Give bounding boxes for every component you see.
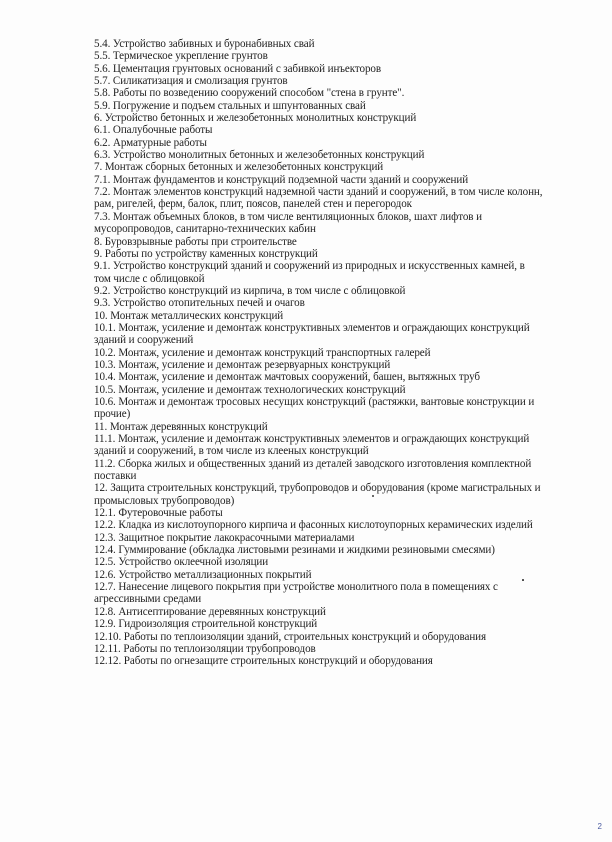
work-type-item: 12.6. Устройство металлизационных покрытий — [94, 568, 312, 581]
work-type-item: 6.1. Опалубочные работы — [94, 124, 213, 137]
work-type-item: 10.4. Монтаж, усиление и демонтаж мачтовых сооружений, башен, вытяжных труб — [94, 371, 480, 384]
work-type-item: 10.6. Монтаж и демонтаж тросовых несущих конструкций (растяжки, вантовые конструкции и прочие) — [94, 395, 535, 421]
work-type-item: 8. Буровзрывные работы при строительстве — [94, 235, 297, 248]
work-type-item: 5.8. Работы по возведению сооружений способом "стена в грунте". — [94, 87, 405, 100]
work-type-item: 12.2. Кладка из кислотоупорного кирпича и фасонных кислотоупорных керамических изделий — [94, 519, 533, 532]
work-type-item: 12.3. Защитное покрытие лакокрасочными материалами — [94, 531, 355, 544]
work-type-item: 7.2. Монтаж элементов конструкций надземной части зданий и сооружений, в том числе колонн, рам, ригелей, ферм, балок, плит, поясов, панелей стен и перегородок — [94, 186, 543, 211]
work-type-item: 12.5. Устройство оклеечной изоляции — [94, 556, 269, 569]
work-types-list — [94, 38, 544, 668]
work-type-item: 12.10. Работы по теплоизоляции зданий, строительных конструкций и оборудования — [94, 630, 486, 643]
page-number-mark: 2 — [597, 822, 602, 831]
work-type-item: 5.6. Цементация грунтовых оснований с забивкой инъекторов — [94, 62, 381, 75]
work-type-item: 5.7. Силикатизация и смолизация грунтов — [94, 75, 288, 88]
work-type-item: 7. Монтаж сборных бетонных и железобетонных конструкций — [94, 161, 384, 174]
work-type-item: 12.1. Футеровочные работы — [94, 507, 223, 520]
work-type-item: 12. Защита строительных конструкций, трубопроводов и оборудования (кроме магистральных и промысловых трубопроводов) — [94, 482, 541, 507]
work-type-item: 11.2. Сборка жилых и общественных зданий из деталей заводского изготовления комплектной поставки — [94, 457, 532, 483]
work-type-item: 11. Монтаж деревянных конструкций — [94, 420, 268, 433]
work-type-item: 6.3. Устройство монолитных бетонных и железобетонных конструкций — [94, 149, 425, 162]
work-type-item: 7.3. Монтаж объемных блоков, в том числе вентиляционных блоков, шахт лифтов и мусоропроводов, санитарно-технических кабин — [94, 210, 482, 236]
work-type-item: 12.7. Нанесение лицевого покрытия при устройстве монолитного пола в помещениях с агрессивными средами — [94, 581, 498, 606]
work-type-item: 12.8. Антисептирование деревянных конструкций — [94, 605, 326, 618]
scan-speck — [372, 495, 374, 497]
work-type-item: 12.4. Гуммирование (обкладка листовыми резинами и жидкими резиновыми смесями) — [94, 544, 495, 557]
work-type-item: 9.3. Устройство отопительных печей и очагов — [94, 297, 305, 310]
work-type-item: 11.1. Монтаж, усиление и демонтаж конструктивных элементов и ограждающих конструкций зданий и сооружений, в том числе из клееных конструкций — [94, 433, 530, 458]
work-type-item: 10.2. Монтаж, усиление и демонтаж конструкций транспортных галерей — [94, 346, 431, 359]
work-type-item: 6. Устройство бетонных и железобетонных монолитных конструкций — [94, 112, 417, 125]
work-type-item: 10.1. Монтаж, усиление и демонтаж конструктивных элементов и ограждающих конструкций зданий и сооружений — [94, 321, 530, 347]
scan-speck — [522, 579, 524, 581]
work-type-item: 6.2. Арматурные работы — [94, 136, 207, 149]
work-type-item: 9. Работы по устройству каменных конструкций — [94, 247, 318, 260]
work-type-item: 10.5. Монтаж, усиление и демонтаж технологических конструкций — [94, 383, 406, 396]
work-type-item: 9.1. Устройство конструкций зданий и сооружений из природных и искусственных камней, в том числе с облицовкой — [94, 260, 525, 285]
work-type-item: 12.12. Работы по огнезащите строительных конструкций и оборудования — [94, 655, 433, 668]
work-type-item: 5.4. Устройство забивных и буронабивных свай — [94, 38, 315, 50]
work-type-item: 10. Монтаж металлических конструкций — [94, 309, 284, 322]
work-type-item: 10.3. Монтаж, усиление и демонтаж резервуарных конструкций — [94, 358, 391, 371]
work-type-item: 5.5. Термическое укрепление грунтов — [94, 50, 268, 63]
work-type-item: 12.9. Гидроизоляция строительной конструкций — [94, 618, 318, 631]
work-type-item: 9.2. Устройство конструкций из кирпича, в том числе с облицовкой — [94, 284, 406, 297]
work-type-item: 12.11. Работы по теплоизоляции трубопроводов — [94, 642, 316, 655]
work-type-item: 5.9. Погружение и подъем стальных и шпунтованных свай — [94, 99, 366, 112]
work-type-item: 7.1. Монтаж фундаментов и конструкций подземной части зданий и сооружений — [94, 173, 469, 186]
